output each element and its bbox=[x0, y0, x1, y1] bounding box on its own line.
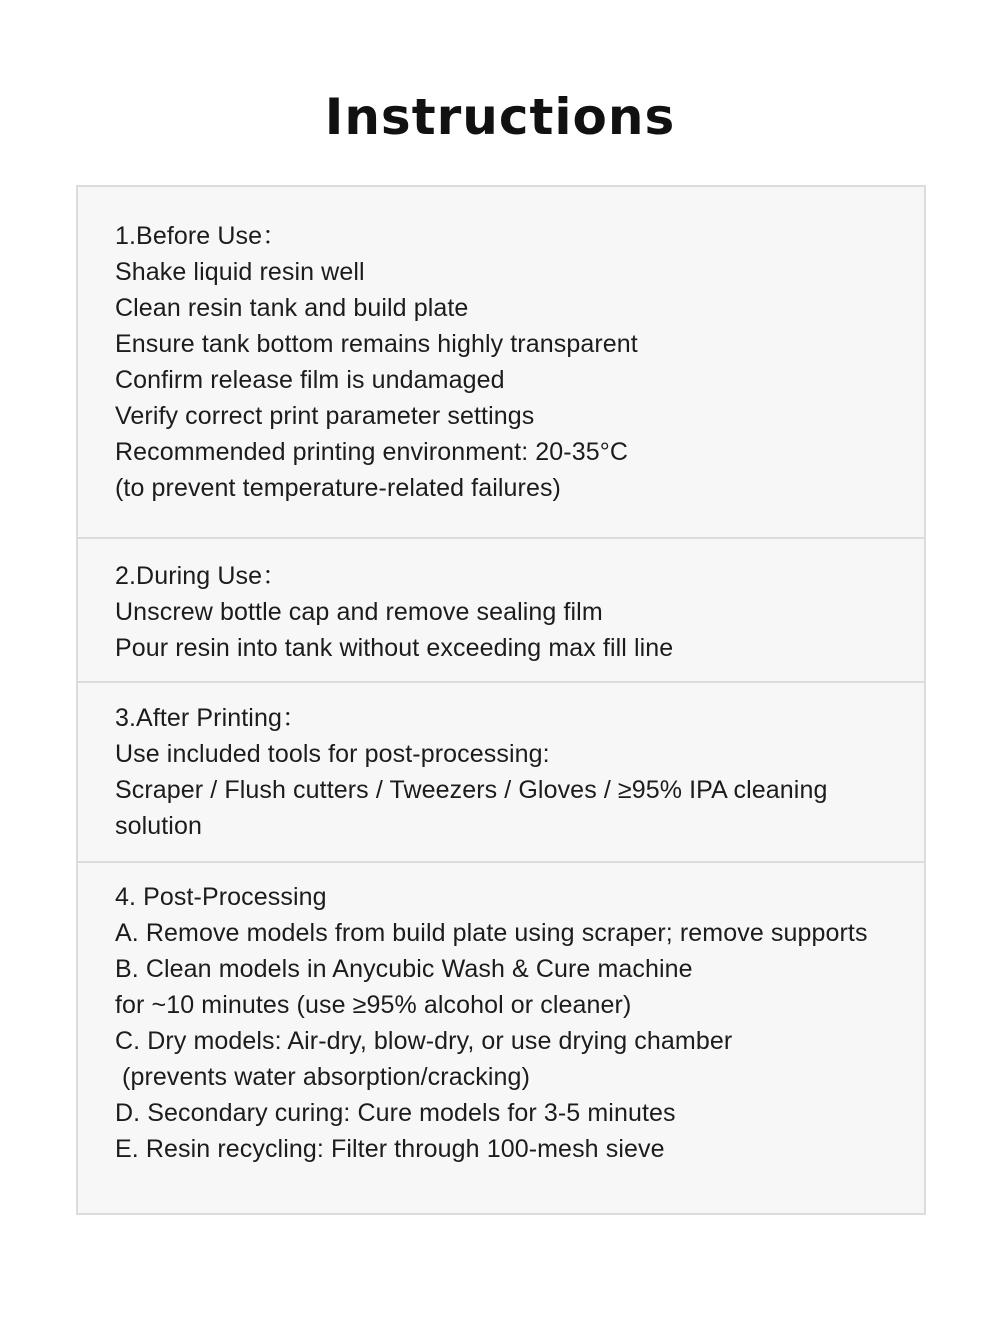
section-heading: 2.During Use： bbox=[115, 562, 288, 590]
section-heading: 3.After Printing： bbox=[115, 704, 308, 732]
instruction-line: Use included tools for post-processing: bbox=[115, 740, 550, 768]
instruction-line: Shake liquid resin well bbox=[115, 258, 365, 286]
section-before-use bbox=[78, 187, 924, 537]
instruction-line: D. Secondary curing: Cure models for 3-5 minutes bbox=[115, 1099, 676, 1127]
section-heading: 4. Post-Processing bbox=[115, 883, 327, 911]
instruction-line: for ~10 minutes (use ≥95% alcohol or cleaner) bbox=[115, 991, 632, 1019]
section-heading: 1.Before Use： bbox=[115, 222, 288, 250]
instruction-line: A. Remove models from build plate using scraper; remove supports bbox=[115, 919, 868, 947]
section-after-printing bbox=[78, 681, 924, 861]
instruction-line: C. Dry models: Air-dry, blow-dry, or use drying chamber bbox=[115, 1027, 733, 1055]
instruction-line: (to prevent temperature-related failures) bbox=[115, 474, 561, 502]
instruction-line: Clean resin tank and build plate bbox=[115, 294, 469, 322]
instruction-line: Pour resin into tank without exceeding max fill line bbox=[115, 634, 674, 662]
instruction-line: Confirm release film is undamaged bbox=[115, 366, 505, 394]
page-title: Instructions bbox=[324, 88, 676, 146]
instruction-line: solution bbox=[115, 812, 202, 840]
instruction-line: B. Clean models in Anycubic Wash & Cure machine bbox=[115, 955, 693, 983]
section-post-processing bbox=[78, 861, 924, 1213]
instruction-line: Unscrew bottle cap and remove sealing film bbox=[115, 598, 603, 626]
instruction-line: E. Resin recycling: Filter through 100-mesh sieve bbox=[115, 1135, 665, 1163]
instruction-line: Recommended printing environment: 20-35°C bbox=[115, 438, 628, 466]
instruction-line: (prevents water absorption/cracking) bbox=[115, 1063, 530, 1091]
section-during-use bbox=[78, 537, 924, 681]
instruction-line: Scraper / Flush cutters / Tweezers / Gloves / ≥95% IPA cleaning bbox=[115, 776, 828, 804]
instruction-line: Ensure tank bottom remains highly transparent bbox=[115, 330, 638, 358]
instruction-line: Verify correct print parameter settings bbox=[115, 402, 535, 430]
instructions-table bbox=[76, 185, 926, 1215]
